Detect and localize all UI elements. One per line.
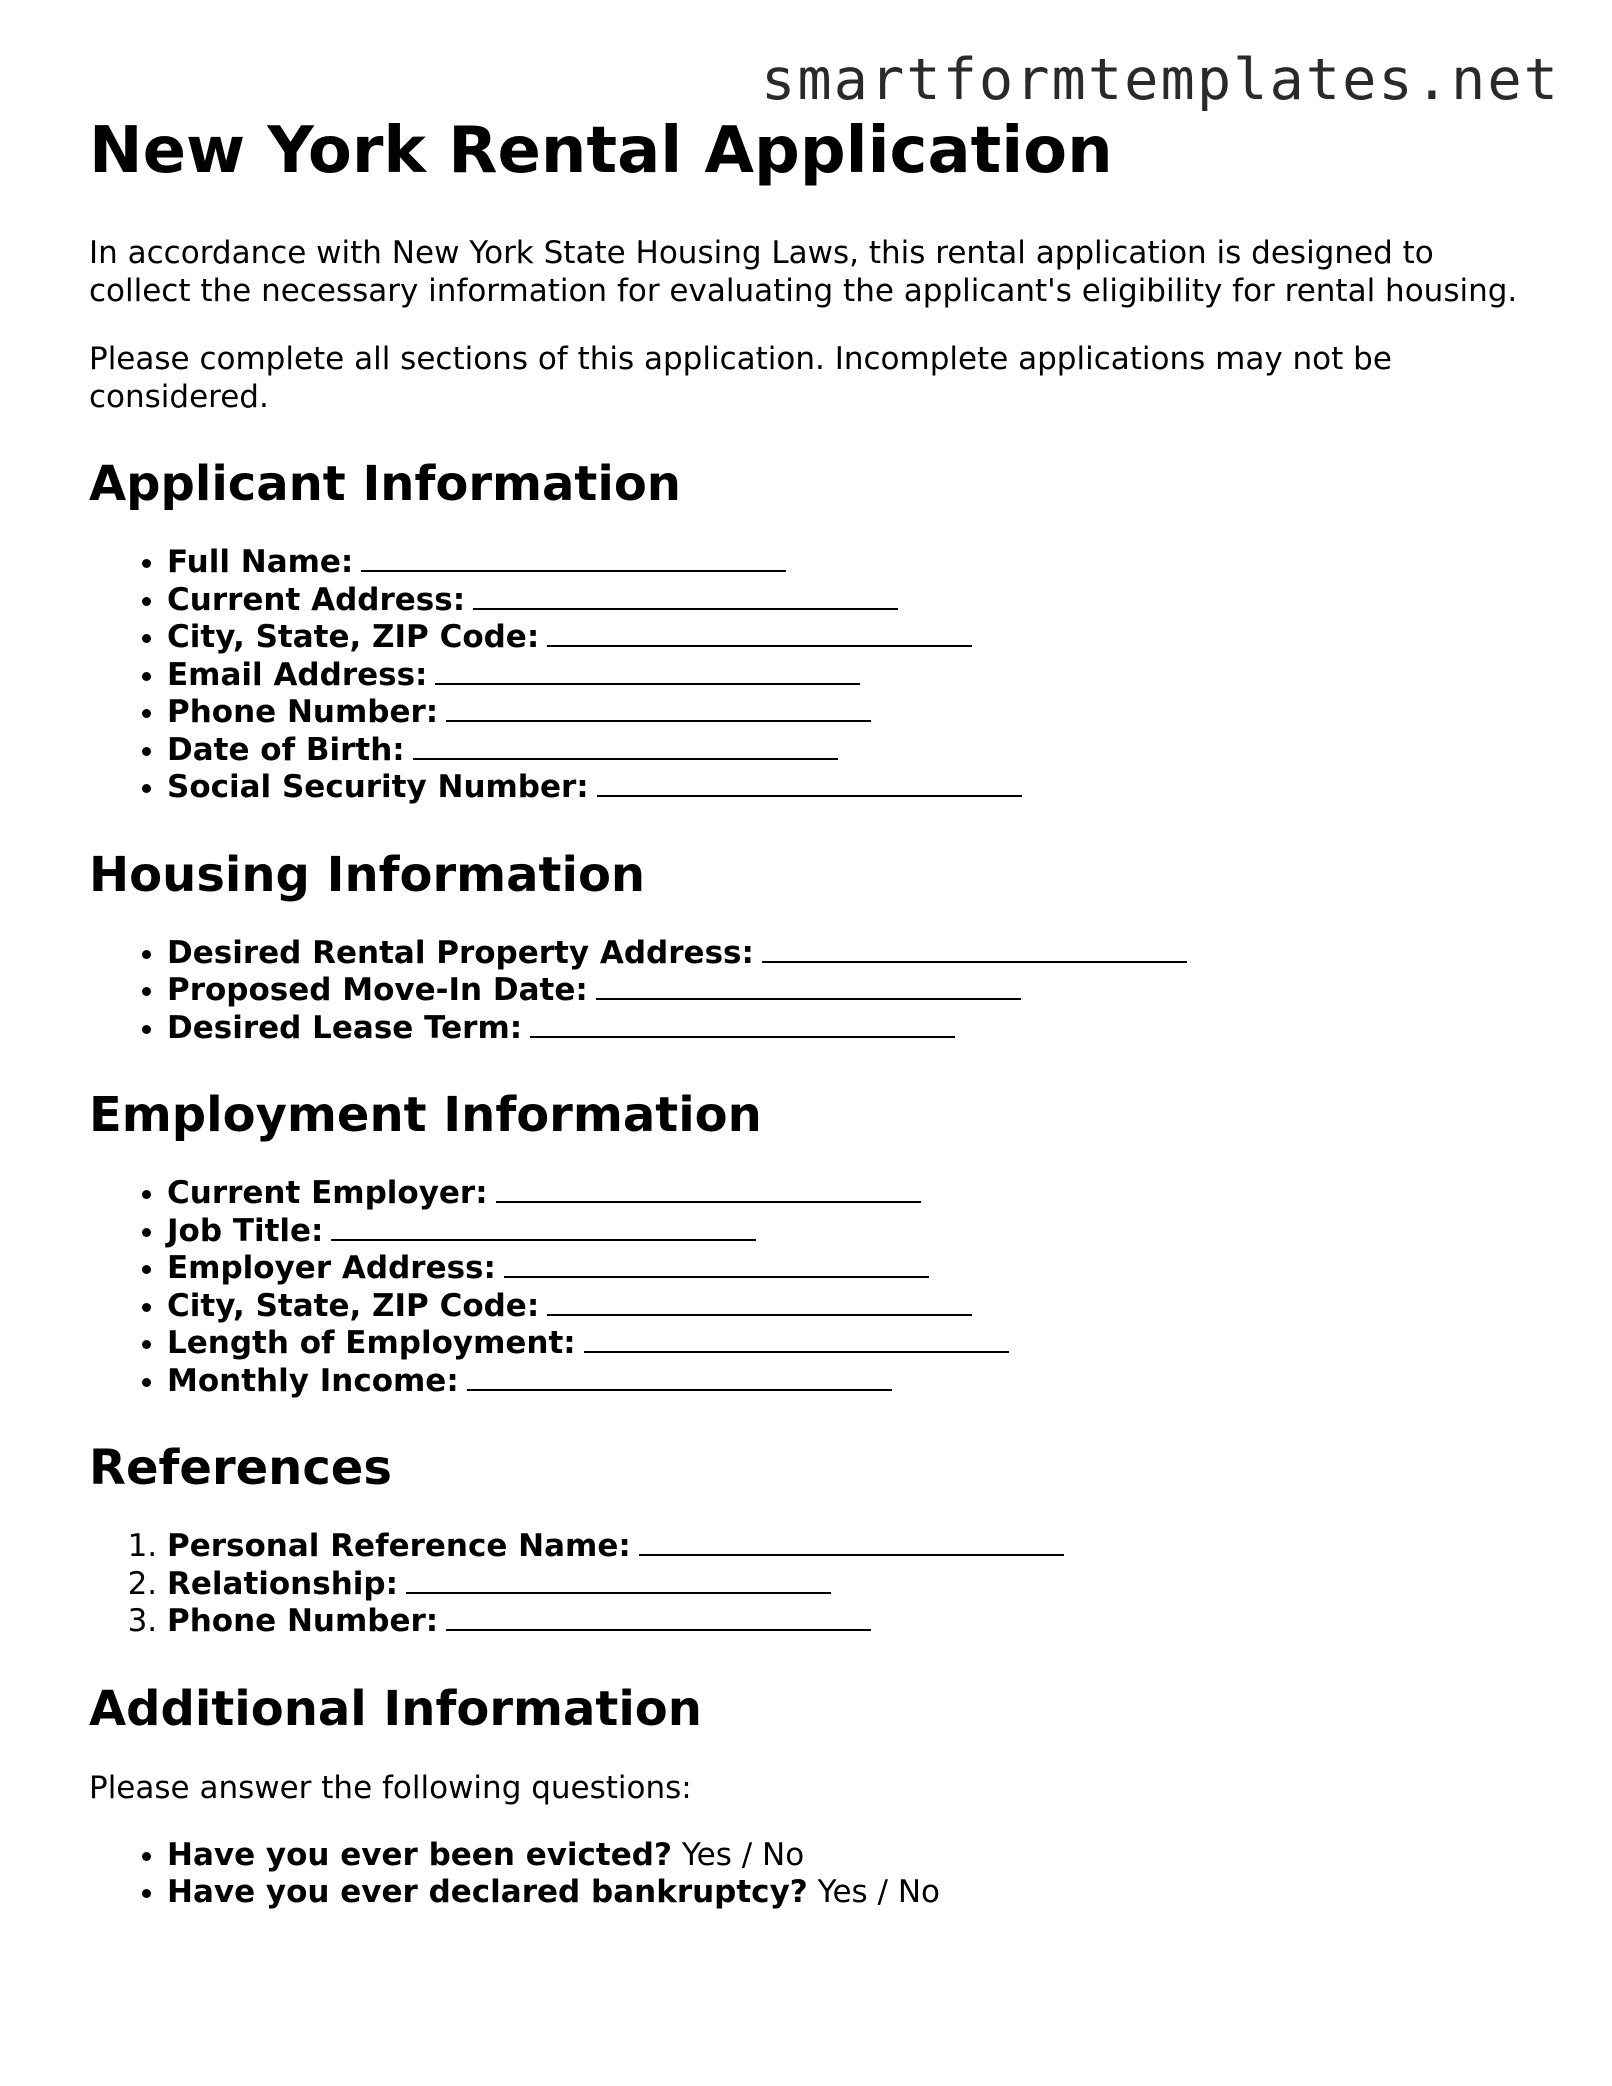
section-heading-additional: Additional Information — [89, 1680, 702, 1737]
list-item — [167, 1528, 1529, 1566]
eviction-answer[interactable]: Yes / No — [681, 1836, 805, 1873]
phone-number-blank[interactable] — [446, 694, 871, 722]
additional-question-list — [89, 1837, 1529, 1912]
city-state-zip-blank[interactable] — [547, 619, 972, 647]
question-label: Have you ever declared bankruptcy? — [167, 1874, 808, 1910]
watermark: smartformtemplates.net — [761, 47, 1560, 113]
employer-address-blank[interactable] — [504, 1250, 929, 1278]
employment-length-blank[interactable] — [584, 1325, 1009, 1353]
references-field-list — [89, 1528, 1529, 1641]
list-item — [167, 972, 1529, 1010]
field-label: Phone Number: — [167, 1603, 439, 1639]
reference-name-blank[interactable] — [639, 1528, 1064, 1556]
field-label: Length of Employment: — [167, 1325, 576, 1361]
section-heading-employment: Employment Information — [89, 1087, 762, 1143]
section-heading-housing: Housing Information — [89, 846, 646, 903]
reference-phone-blank[interactable] — [446, 1603, 871, 1631]
current-address-blank[interactable] — [473, 582, 898, 610]
list-item — [167, 544, 1529, 582]
list-item — [167, 935, 1529, 973]
field-label: Date of Birth: — [167, 731, 405, 768]
list-item — [167, 1363, 1529, 1401]
monthly-income-blank[interactable] — [467, 1363, 892, 1391]
field-label: Full Name: — [167, 544, 354, 580]
job-title-blank[interactable] — [331, 1213, 756, 1241]
field-label: Personal Reference Name: — [167, 1528, 631, 1564]
field-label: Current Address: — [167, 581, 466, 618]
list-item — [167, 1288, 1529, 1326]
applicant-field-list — [89, 544, 1529, 807]
section-heading-applicant: Applicant Information — [89, 456, 681, 512]
list-item — [167, 1010, 1529, 1048]
full-name-blank[interactable] — [361, 544, 786, 572]
question-label: Have you ever been evicted? — [167, 1836, 672, 1873]
employment-field-list — [89, 1175, 1529, 1400]
field-label: Relationship: — [167, 1565, 398, 1602]
section-heading-references: References — [89, 1440, 392, 1496]
field-label: Current Employer: — [167, 1175, 488, 1211]
list-item — [167, 1566, 1529, 1604]
field-label: Employer Address: — [167, 1250, 496, 1286]
field-label: Job Title: — [167, 1212, 324, 1249]
list-item — [167, 1250, 1529, 1288]
list-item — [167, 1213, 1529, 1251]
lease-term-blank[interactable] — [530, 1010, 955, 1038]
date-of-birth-blank[interactable] — [413, 732, 838, 760]
relationship-blank[interactable] — [406, 1566, 831, 1594]
list-item — [167, 619, 1529, 657]
list-item — [167, 1874, 1529, 1912]
list-item — [167, 1325, 1529, 1363]
intro-paragraph-1: In accordance with New York State Housing Laws, this rental application is designed to collect the necessary information for evaluating the applicant's eligibility for rental housing. — [89, 235, 1518, 309]
field-label: Email Address: — [167, 656, 428, 693]
intro-paragraph-2: Please complete all sections of this application. Incomplete applications may not be considered. — [89, 341, 1392, 415]
list-item — [167, 1175, 1529, 1213]
page-title: New York Rental Application — [89, 114, 1113, 188]
housing-field-list — [89, 935, 1529, 1048]
employer-city-state-zip-blank[interactable] — [547, 1288, 972, 1316]
ssn-blank[interactable] — [597, 769, 1022, 797]
move-in-date-blank[interactable] — [596, 972, 1021, 1000]
email-address-blank[interactable] — [435, 657, 860, 685]
current-employer-blank[interactable] — [496, 1175, 921, 1203]
list-item — [167, 582, 1529, 620]
field-label: Desired Rental Property Address: — [167, 934, 754, 971]
list-item — [167, 657, 1529, 695]
list-item — [167, 694, 1529, 732]
additional-prompt: Please answer the following questions: — [89, 1769, 692, 1806]
list-item — [167, 732, 1529, 770]
list-item — [167, 1603, 1529, 1641]
field-label: Phone Number: — [167, 694, 439, 730]
field-label: Social Security Number: — [167, 769, 589, 805]
property-address-blank[interactable] — [762, 935, 1187, 963]
list-item — [167, 1837, 1529, 1875]
field-label: Proposed Move-In Date: — [167, 972, 588, 1008]
bankruptcy-answer[interactable]: Yes / No — [817, 1874, 940, 1910]
field-label: Monthly Income: — [167, 1362, 459, 1399]
field-label: City, State, ZIP Code: — [167, 1287, 540, 1324]
list-item — [167, 769, 1529, 807]
document-page — [89, 112, 1529, 1950]
field-label: City, State, ZIP Code: — [167, 619, 540, 655]
field-label: Desired Lease Term: — [167, 1009, 523, 1046]
